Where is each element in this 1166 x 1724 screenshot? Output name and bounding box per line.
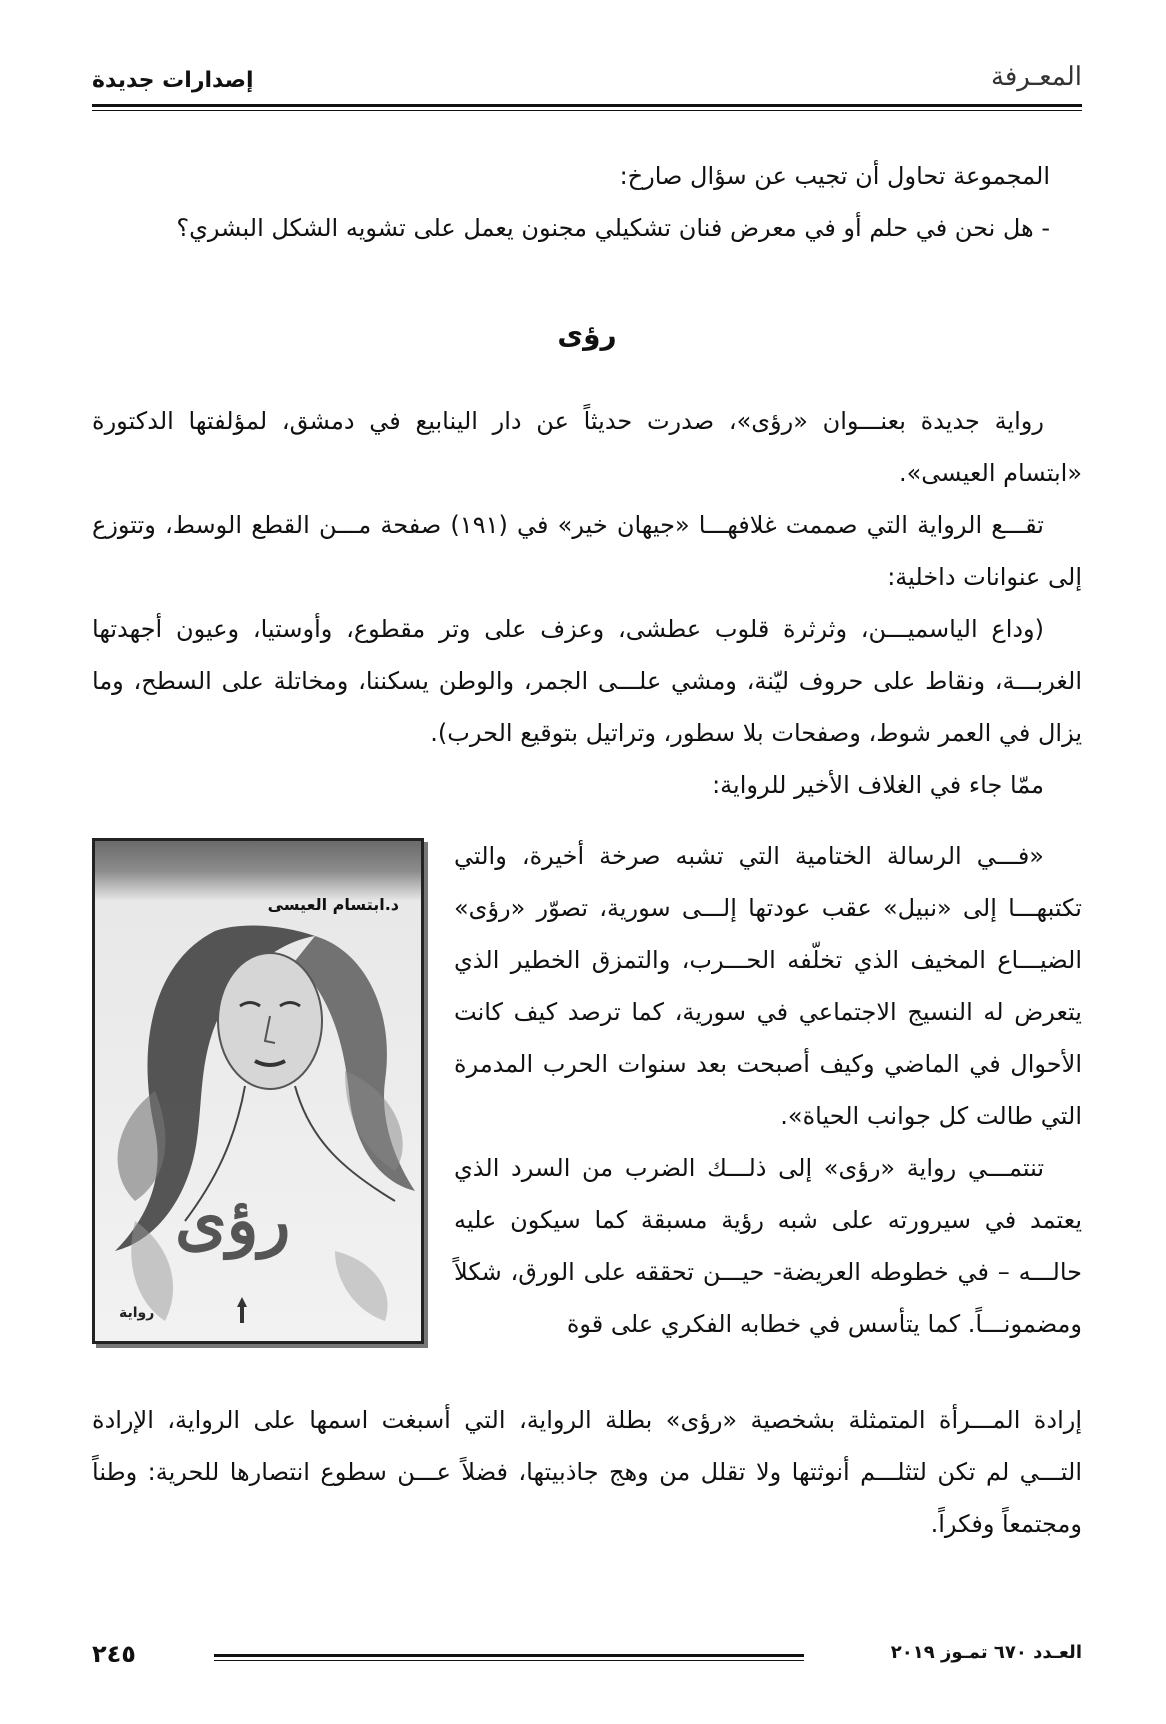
publisher-logo-icon bbox=[235, 1297, 249, 1323]
issue-info: العـدد ٦٧٠ تمـوز ٢٠١٩ bbox=[890, 1642, 1082, 1663]
paragraph: تنتمـــي رواية «رؤى» إلى ذلـــك الضرب من السرد الذي يعتمد في سيرورته على شبه رؤية مسبقة كما سيكون عليه حالـــه – في خطوطه العريضة- حيـــن تحققه على الورق، شكلاً ومضمونـــاً. كما يتأسس في خطابه الفكري على قوة bbox=[454, 1154, 1082, 1338]
back-cover-quote: «فـــي الرسالة الختامية التي تشبه صرخة أخيرة، والتي تكتبهـــا إلى «نبيل» عقب عودتها إلـــى سورية، تصوّر «رؤى» الضيـــاع المخيف الذي تخلّفه الحـــرب، والتمزق الخطير الذي يتعرض له النسيج الاجتماعي في سورية، كما ترصد كيف كانت الأحوال في الماضي وكيف أصبحت بعد سنوات الحرب المدمرة التي طالت كل جوانب الحياة». bbox=[454, 842, 1082, 1130]
intro-line: المجموعة تحاول أن تجيب عن سؤال صارخ: bbox=[619, 162, 1050, 190]
header-divider-thin bbox=[92, 110, 1082, 111]
book-cover-image bbox=[92, 838, 424, 1344]
article-heading: رؤى bbox=[557, 318, 617, 351]
paragraph: (وداع الياسميـــن، وثرثرة قلوب عطشى، وعزف على وتر مقطوع، وأوستيا، وعيون أجهدتها الغربـــة، ونقاط على حروف ليّنة، ومشي علـــى الجمر، والوطن يسكننا، ومخاتلة على السطح، وما يزال في العمر شوط، وصفحات بلا سطور، وتراتيل بتوقيع الحرب). bbox=[92, 615, 1082, 747]
paragraph: إرادة المـــرأة المتمثلة بشخصية «رؤى» بطلة الرواية، التي أسبغت اسمها على الرواية، الإرادة التـــي لم تكن لتثلـــم أنوثتها ولا تقلل من وهج جاذبيتها، فضلاً عـــن سطوع انتصارها للحرية: وطناً ومجتمعاً وفكراً. bbox=[92, 1406, 1082, 1538]
section-title: إصدارات جديدة bbox=[92, 68, 254, 93]
intro-question: - هل نحن في حلم أو في معرض فنان تشكيلي مجنون يعمل على تشويه الشكل البشري؟ bbox=[176, 214, 1050, 242]
article-body bbox=[92, 395, 1082, 811]
magazine-logo: المعـرفة bbox=[990, 62, 1082, 92]
header-divider bbox=[92, 104, 1082, 107]
wrapped-column bbox=[454, 830, 1082, 1350]
cover-author: د.ابتسام العيسى bbox=[267, 895, 399, 914]
intro-block bbox=[92, 150, 1050, 254]
cover-genre-label: رواية bbox=[119, 1305, 155, 1321]
cover-title: رؤى bbox=[175, 1181, 291, 1259]
paragraph: ممّا جاء في الغلاف الأخير للرواية: bbox=[712, 771, 1044, 799]
page-number: ٢٤٥ bbox=[92, 1640, 136, 1668]
page-header bbox=[92, 60, 1082, 100]
footer-divider bbox=[214, 1654, 804, 1657]
page-footer bbox=[92, 1640, 1082, 1680]
cover-portrait-illustration bbox=[95, 921, 421, 1341]
paragraph: رواية جديدة بعنـــوان «رؤى»، صدرت حديثاً عن دار الينابيع في دمشق، لمؤلفتها الدكتورة «ابتسام العيسى». bbox=[92, 407, 1082, 487]
paragraph: تقـــع الرواية التي صممت غلافهـــا «جيهان خير» في (١٩١) صفحة مـــن القطع الوسط، وتتوزع إلى عنوانات داخلية: bbox=[92, 511, 1082, 591]
footer-divider-thin bbox=[214, 1660, 804, 1661]
article-body-tail bbox=[92, 1394, 1082, 1550]
